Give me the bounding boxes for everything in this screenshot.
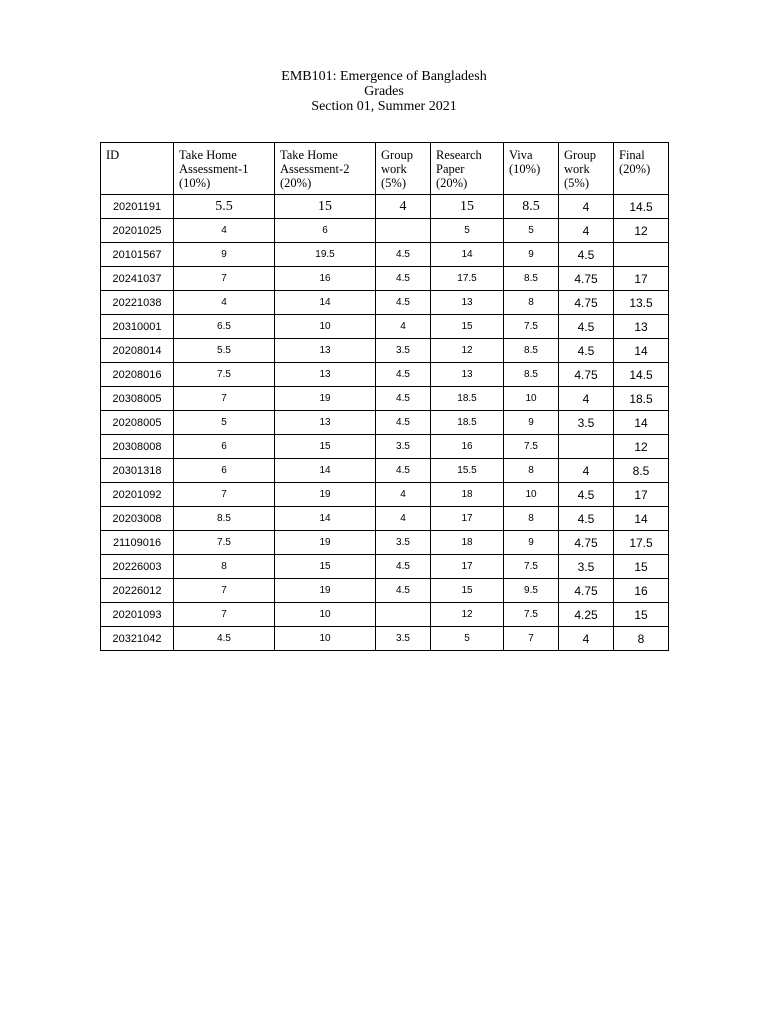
column-header-final bbox=[614, 143, 669, 195]
cell-viva: 8 bbox=[504, 507, 559, 531]
cell-take-home-1: 4 bbox=[174, 291, 275, 315]
column-header-line: (20%) bbox=[619, 162, 651, 176]
cell-id: 20308008 bbox=[101, 435, 174, 459]
column-header-group-work-1 bbox=[376, 143, 431, 195]
cell-take-home-1: 6 bbox=[174, 459, 275, 483]
cell-research-paper: 12 bbox=[431, 603, 504, 627]
cell-final: 14 bbox=[614, 411, 669, 435]
cell-viva: 9.5 bbox=[504, 579, 559, 603]
column-header-line: (5%) bbox=[564, 176, 589, 190]
cell-research-paper: 14 bbox=[431, 243, 504, 267]
cell-group-work-1 bbox=[376, 219, 431, 243]
cell-take-home-2: 10 bbox=[275, 627, 376, 651]
cell-viva: 10 bbox=[504, 387, 559, 411]
cell-take-home-2: 15 bbox=[275, 195, 376, 219]
cell-viva: 7.5 bbox=[504, 603, 559, 627]
cell-viva: 8.5 bbox=[504, 339, 559, 363]
cell-group-work-1: 4.5 bbox=[376, 459, 431, 483]
cell-take-home-1: 6.5 bbox=[174, 315, 275, 339]
cell-id: 20101567 bbox=[101, 243, 174, 267]
cell-group-work-1: 3.5 bbox=[376, 339, 431, 363]
cell-id: 20301318 bbox=[101, 459, 174, 483]
cell-take-home-2: 10 bbox=[275, 603, 376, 627]
cell-group-work-1: 4 bbox=[376, 195, 431, 219]
cell-final: 14 bbox=[614, 507, 669, 531]
cell-group-work-2: 3.5 bbox=[559, 411, 614, 435]
cell-group-work-2: 4 bbox=[559, 387, 614, 411]
cell-group-work-2: 4.75 bbox=[559, 291, 614, 315]
cell-take-home-2: 19 bbox=[275, 483, 376, 507]
cell-take-home-2: 6 bbox=[275, 219, 376, 243]
column-header-line: work bbox=[381, 162, 407, 176]
column-header-line: Viva bbox=[509, 148, 533, 162]
cell-group-work-2: 4.5 bbox=[559, 315, 614, 339]
cell-viva: 9 bbox=[504, 411, 559, 435]
column-header-take-home-2 bbox=[275, 143, 376, 195]
cell-id: 20221038 bbox=[101, 291, 174, 315]
course-title: EMB101: Emergence of Bangladesh bbox=[281, 69, 487, 84]
cell-group-work-1: 3.5 bbox=[376, 435, 431, 459]
cell-take-home-1: 5 bbox=[174, 411, 275, 435]
cell-final: 18.5 bbox=[614, 387, 669, 411]
cell-take-home-1: 7 bbox=[174, 483, 275, 507]
table-row bbox=[101, 531, 669, 555]
cell-research-paper: 13 bbox=[431, 291, 504, 315]
cell-viva: 8 bbox=[504, 291, 559, 315]
cell-group-work-2: 4.75 bbox=[559, 363, 614, 387]
cell-final: 17 bbox=[614, 267, 669, 291]
cell-viva: 7 bbox=[504, 627, 559, 651]
cell-group-work-2: 4.75 bbox=[559, 267, 614, 291]
cell-final: 8 bbox=[614, 627, 669, 651]
cell-research-paper: 18.5 bbox=[431, 411, 504, 435]
cell-final: 13 bbox=[614, 315, 669, 339]
cell-take-home-2: 13 bbox=[275, 339, 376, 363]
cell-research-paper: 15 bbox=[431, 315, 504, 339]
cell-take-home-2: 15 bbox=[275, 555, 376, 579]
cell-viva: 8.5 bbox=[504, 195, 559, 219]
cell-take-home-1: 5.5 bbox=[174, 195, 275, 219]
cell-research-paper: 5 bbox=[431, 627, 504, 651]
column-header-line: Assessment-1 bbox=[179, 162, 249, 176]
table-row bbox=[101, 363, 669, 387]
column-header-id bbox=[101, 143, 174, 195]
cell-group-work-1: 4.5 bbox=[376, 579, 431, 603]
cell-group-work-2: 3.5 bbox=[559, 555, 614, 579]
cell-research-paper: 18 bbox=[431, 531, 504, 555]
cell-final bbox=[614, 243, 669, 267]
cell-id: 20208005 bbox=[101, 411, 174, 435]
cell-research-paper: 16 bbox=[431, 435, 504, 459]
cell-group-work-1: 4.5 bbox=[376, 243, 431, 267]
cell-take-home-2: 19 bbox=[275, 387, 376, 411]
cell-research-paper: 15 bbox=[431, 579, 504, 603]
cell-viva: 8.5 bbox=[504, 267, 559, 291]
cell-take-home-2: 14 bbox=[275, 291, 376, 315]
table-row bbox=[101, 267, 669, 291]
cell-id: 20226003 bbox=[101, 555, 174, 579]
grades-table bbox=[100, 142, 669, 651]
cell-research-paper: 17.5 bbox=[431, 267, 504, 291]
table-body bbox=[101, 195, 669, 651]
column-header-line: (20%) bbox=[436, 176, 468, 190]
cell-viva: 7.5 bbox=[504, 315, 559, 339]
cell-take-home-1: 5.5 bbox=[174, 339, 275, 363]
cell-take-home-2: 13 bbox=[275, 363, 376, 387]
cell-final: 17.5 bbox=[614, 531, 669, 555]
column-header-line: Final bbox=[619, 148, 645, 162]
column-header-line: Research bbox=[436, 148, 482, 162]
cell-group-work-2: 4 bbox=[559, 219, 614, 243]
cell-group-work-2: 4.25 bbox=[559, 603, 614, 627]
section-label: Section 01, Summer 2021 bbox=[311, 99, 457, 114]
cell-take-home-1: 7.5 bbox=[174, 531, 275, 555]
cell-final: 12 bbox=[614, 435, 669, 459]
column-header-line: Paper bbox=[436, 162, 465, 176]
cell-id: 20321042 bbox=[101, 627, 174, 651]
column-header-line: ID bbox=[106, 148, 120, 162]
table-row bbox=[101, 315, 669, 339]
table-header-row bbox=[101, 143, 669, 195]
cell-id: 20201191 bbox=[101, 195, 174, 219]
cell-take-home-1: 9 bbox=[174, 243, 275, 267]
cell-take-home-1: 7 bbox=[174, 267, 275, 291]
cell-group-work-2: 4 bbox=[559, 195, 614, 219]
cell-research-paper: 18 bbox=[431, 483, 504, 507]
cell-viva: 9 bbox=[504, 243, 559, 267]
table-row bbox=[101, 579, 669, 603]
cell-take-home-2: 14 bbox=[275, 459, 376, 483]
column-header-line: Take Home bbox=[179, 148, 237, 162]
column-header-line: Group bbox=[564, 148, 596, 162]
cell-viva: 7.5 bbox=[504, 555, 559, 579]
cell-id: 20201025 bbox=[101, 219, 174, 243]
column-header-group-work-2 bbox=[559, 143, 614, 195]
cell-group-work-1: 4 bbox=[376, 483, 431, 507]
cell-group-work-1: 4.5 bbox=[376, 363, 431, 387]
cell-group-work-2: 4.75 bbox=[559, 579, 614, 603]
table-row bbox=[101, 483, 669, 507]
table-row bbox=[101, 555, 669, 579]
cell-id: 20201092 bbox=[101, 483, 174, 507]
cell-final: 13.5 bbox=[614, 291, 669, 315]
cell-research-paper: 17 bbox=[431, 507, 504, 531]
column-header-line: Assessment-2 bbox=[280, 162, 350, 176]
cell-take-home-2: 19.5 bbox=[275, 243, 376, 267]
cell-id: 20308005 bbox=[101, 387, 174, 411]
cell-research-paper: 12 bbox=[431, 339, 504, 363]
cell-group-work-2 bbox=[559, 435, 614, 459]
table-row bbox=[101, 507, 669, 531]
document-title-block bbox=[0, 69, 768, 114]
table-row bbox=[101, 411, 669, 435]
cell-take-home-2: 13 bbox=[275, 411, 376, 435]
cell-final: 12 bbox=[614, 219, 669, 243]
cell-viva: 9 bbox=[504, 531, 559, 555]
column-header-take-home-1 bbox=[174, 143, 275, 195]
cell-group-work-1: 4.5 bbox=[376, 555, 431, 579]
cell-viva: 10 bbox=[504, 483, 559, 507]
cell-research-paper: 13 bbox=[431, 363, 504, 387]
column-header-line: Group bbox=[381, 148, 413, 162]
cell-take-home-2: 15 bbox=[275, 435, 376, 459]
cell-take-home-2: 16 bbox=[275, 267, 376, 291]
cell-group-work-1: 4.5 bbox=[376, 291, 431, 315]
cell-viva: 8 bbox=[504, 459, 559, 483]
cell-research-paper: 17 bbox=[431, 555, 504, 579]
cell-viva: 7.5 bbox=[504, 435, 559, 459]
cell-take-home-1: 4 bbox=[174, 219, 275, 243]
cell-take-home-1: 8 bbox=[174, 555, 275, 579]
cell-group-work-1: 4.5 bbox=[376, 267, 431, 291]
cell-take-home-1: 6 bbox=[174, 435, 275, 459]
cell-id: 20208014 bbox=[101, 339, 174, 363]
cell-group-work-1: 4 bbox=[376, 507, 431, 531]
table-row bbox=[101, 195, 669, 219]
cell-group-work-2: 4 bbox=[559, 627, 614, 651]
cell-take-home-1: 7 bbox=[174, 579, 275, 603]
cell-group-work-1: 3.5 bbox=[376, 531, 431, 555]
cell-take-home-2: 19 bbox=[275, 579, 376, 603]
cell-research-paper: 18.5 bbox=[431, 387, 504, 411]
cell-take-home-1: 4.5 bbox=[174, 627, 275, 651]
cell-group-work-2: 4 bbox=[559, 459, 614, 483]
cell-id: 20241037 bbox=[101, 267, 174, 291]
cell-id: 20208016 bbox=[101, 363, 174, 387]
cell-group-work-1: 4.5 bbox=[376, 387, 431, 411]
cell-take-home-1: 8.5 bbox=[174, 507, 275, 531]
cell-id: 20226012 bbox=[101, 579, 174, 603]
table-row bbox=[101, 387, 669, 411]
cell-take-home-1: 7 bbox=[174, 387, 275, 411]
cell-viva: 5 bbox=[504, 219, 559, 243]
cell-viva: 8.5 bbox=[504, 363, 559, 387]
cell-id: 20203008 bbox=[101, 507, 174, 531]
table-row bbox=[101, 291, 669, 315]
column-header-viva bbox=[504, 143, 559, 195]
cell-group-work-2: 4.5 bbox=[559, 243, 614, 267]
column-header-line: (10%) bbox=[179, 176, 211, 190]
cell-group-work-2: 4.5 bbox=[559, 483, 614, 507]
column-header-line: Take Home bbox=[280, 148, 338, 162]
cell-final: 16 bbox=[614, 579, 669, 603]
table-row bbox=[101, 435, 669, 459]
cell-take-home-2: 10 bbox=[275, 315, 376, 339]
cell-take-home-1: 7 bbox=[174, 603, 275, 627]
cell-id: 20201093 bbox=[101, 603, 174, 627]
cell-final: 17 bbox=[614, 483, 669, 507]
cell-take-home-2: 14 bbox=[275, 507, 376, 531]
cell-group-work-2: 4.5 bbox=[559, 339, 614, 363]
cell-research-paper: 15 bbox=[431, 195, 504, 219]
cell-take-home-2: 19 bbox=[275, 531, 376, 555]
cell-group-work-1: 4 bbox=[376, 315, 431, 339]
column-header-line: (10%) bbox=[509, 162, 541, 176]
column-header-line: (20%) bbox=[280, 176, 312, 190]
cell-final: 15 bbox=[614, 555, 669, 579]
table-row bbox=[101, 603, 669, 627]
cell-id: 21109016 bbox=[101, 531, 174, 555]
cell-id: 20310001 bbox=[101, 315, 174, 339]
cell-research-paper: 5 bbox=[431, 219, 504, 243]
table-row bbox=[101, 243, 669, 267]
cell-group-work-1: 3.5 bbox=[376, 627, 431, 651]
cell-group-work-1: 4.5 bbox=[376, 411, 431, 435]
cell-group-work-1 bbox=[376, 603, 431, 627]
column-header-line: (5%) bbox=[381, 176, 406, 190]
cell-final: 14.5 bbox=[614, 195, 669, 219]
table-row bbox=[101, 219, 669, 243]
cell-final: 15 bbox=[614, 603, 669, 627]
cell-final: 14 bbox=[614, 339, 669, 363]
cell-final: 14.5 bbox=[614, 363, 669, 387]
cell-group-work-2: 4.5 bbox=[559, 507, 614, 531]
cell-research-paper: 15.5 bbox=[431, 459, 504, 483]
column-header-research-paper bbox=[431, 143, 504, 195]
table-row bbox=[101, 339, 669, 363]
table-row bbox=[101, 627, 669, 651]
cell-take-home-1: 7.5 bbox=[174, 363, 275, 387]
cell-group-work-2: 4.75 bbox=[559, 531, 614, 555]
column-header-line: work bbox=[564, 162, 590, 176]
document-subtitle: Grades bbox=[364, 84, 404, 99]
cell-final: 8.5 bbox=[614, 459, 669, 483]
table-row bbox=[101, 459, 669, 483]
